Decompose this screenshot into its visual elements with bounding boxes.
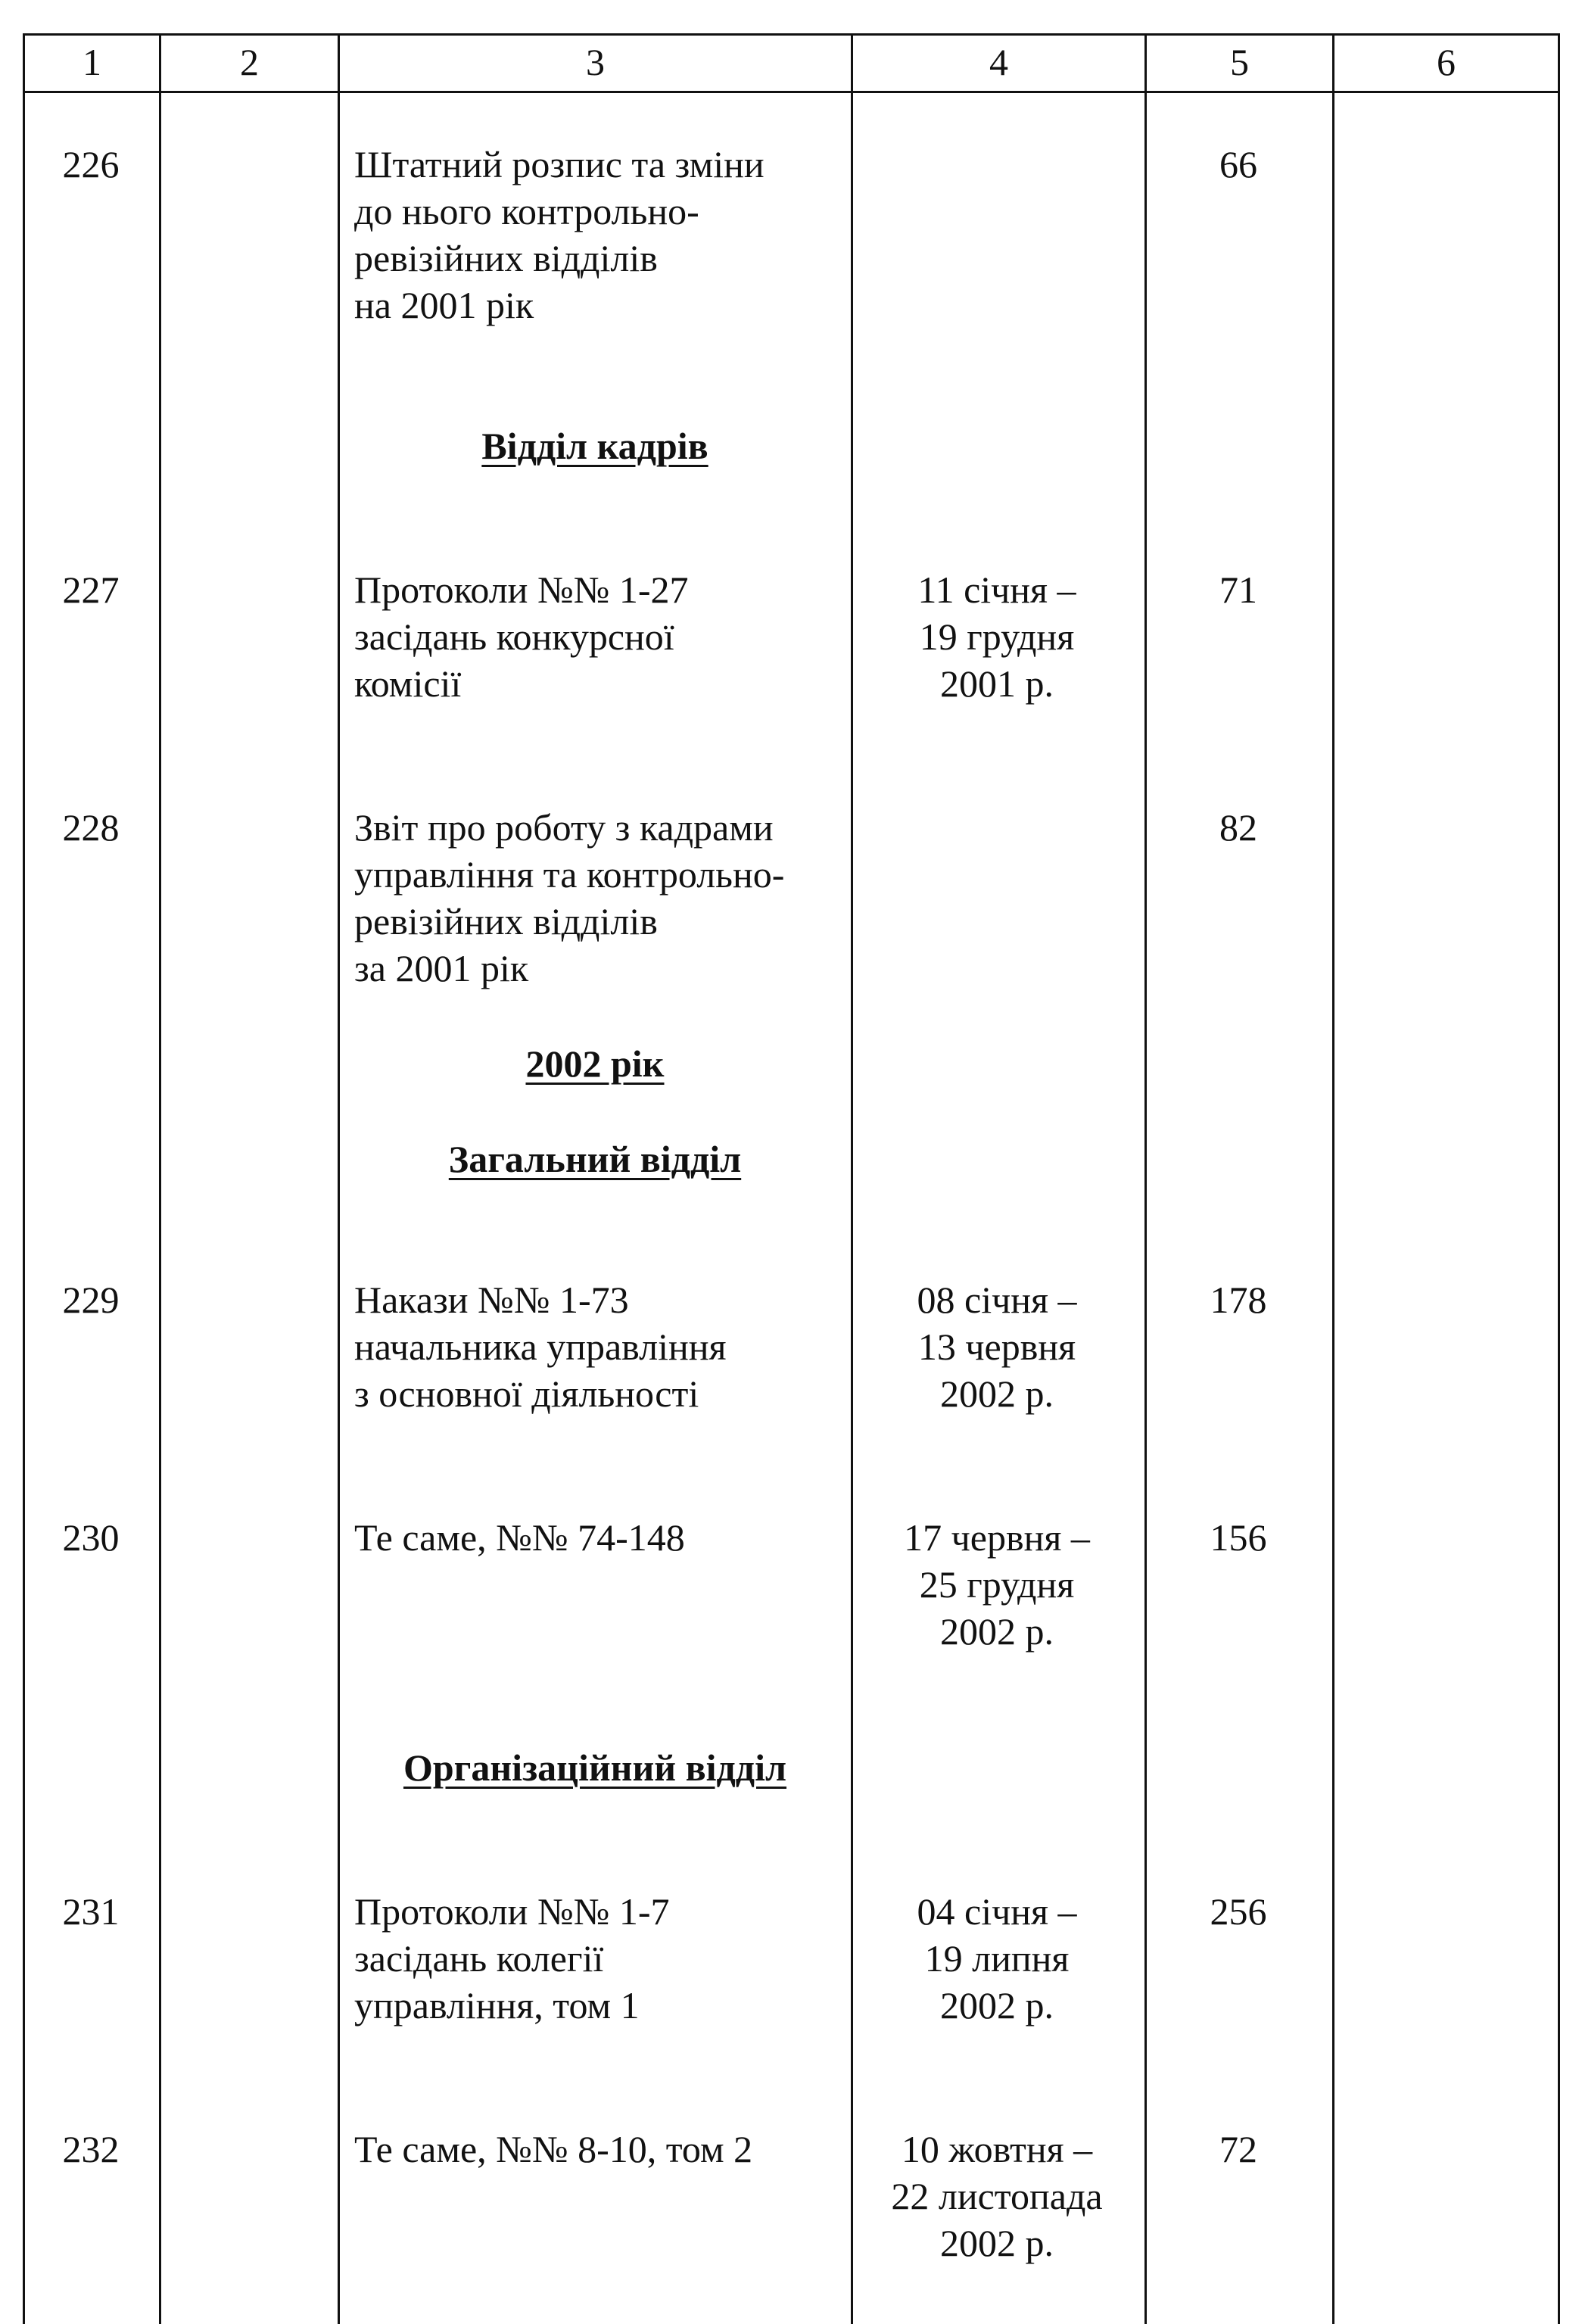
row-230-dates: 17 червня – 25 грудня 2002 р. (904, 1516, 1090, 1653)
column-header-1: 1 (83, 41, 101, 83)
column-divider-5-6 (1332, 33, 1334, 2324)
row-230-description: Те саме, №№ 74-148 (354, 1516, 685, 1559)
section-heading-year-2002: 2002 рік (525, 1042, 665, 1085)
row-232-dates: 10 жовтня – 22 листопада 2002 р. (891, 2128, 1103, 2264)
row-232-pages: 72 (1219, 2128, 1257, 2170)
column-divider-left (23, 33, 25, 2324)
row-226-number: 226 (62, 143, 120, 185)
row-226-pages: 66 (1219, 143, 1257, 185)
row-227-number: 227 (62, 569, 120, 611)
row-229-description: Накази №№ 1-73 начальника управління з основної діяльності (354, 1279, 727, 1415)
row-229-dates: 08 січня – 13 червня 2002 р. (917, 1279, 1077, 1415)
row-231-pages: 256 (1210, 1890, 1267, 1933)
row-227-pages: 71 (1219, 569, 1257, 611)
column-header-2: 2 (240, 41, 259, 83)
row-227-dates: 11 січня – 19 грудня 2001 р. (917, 569, 1076, 705)
column-header-3: 3 (586, 41, 605, 83)
row-228-number: 228 (62, 806, 120, 849)
row-232-number: 232 (62, 2128, 120, 2170)
row-230-pages: 156 (1210, 1516, 1267, 1559)
row-228-description: Звіт про роботу з кадрами управління та контрольно- ревізійних відділів за 2001 рік (354, 806, 785, 989)
row-231-dates: 04 січня – 19 липня 2002 р. (917, 1890, 1077, 2026)
row-227-description: Протоколи №№ 1-27 засідань конкурсної комісії (354, 569, 689, 705)
row-232-description: Те саме, №№ 8-10, том 2 (354, 2128, 753, 2170)
section-heading-kadry: Відділ кадрів (481, 425, 708, 467)
column-divider-4-5 (1144, 33, 1147, 2324)
row-231-description: Протоколи №№ 1-7 засідань колегії управління, том 1 (354, 1890, 670, 2026)
section-heading-org: Організаційний відділ (403, 1746, 787, 1789)
column-divider-1-2 (159, 33, 161, 2324)
column-header-6: 6 (1437, 41, 1456, 83)
row-229-pages: 178 (1210, 1279, 1267, 1321)
row-230-number: 230 (62, 1516, 120, 1559)
column-divider-right (1558, 33, 1560, 2324)
header-bottom-border (23, 91, 1559, 93)
row-226-description: Штатний розпис та зміни до нього контрольно- ревізійних відділів на 2001 рік (354, 143, 765, 326)
row-228-pages: 82 (1219, 806, 1257, 849)
row-229-number: 229 (62, 1279, 120, 1321)
column-header-5: 5 (1230, 41, 1249, 83)
row-231-number: 231 (62, 1890, 120, 1933)
section-heading-zagalnyi: Загальний відділ (448, 1138, 742, 1180)
column-header-4: 4 (989, 41, 1008, 83)
